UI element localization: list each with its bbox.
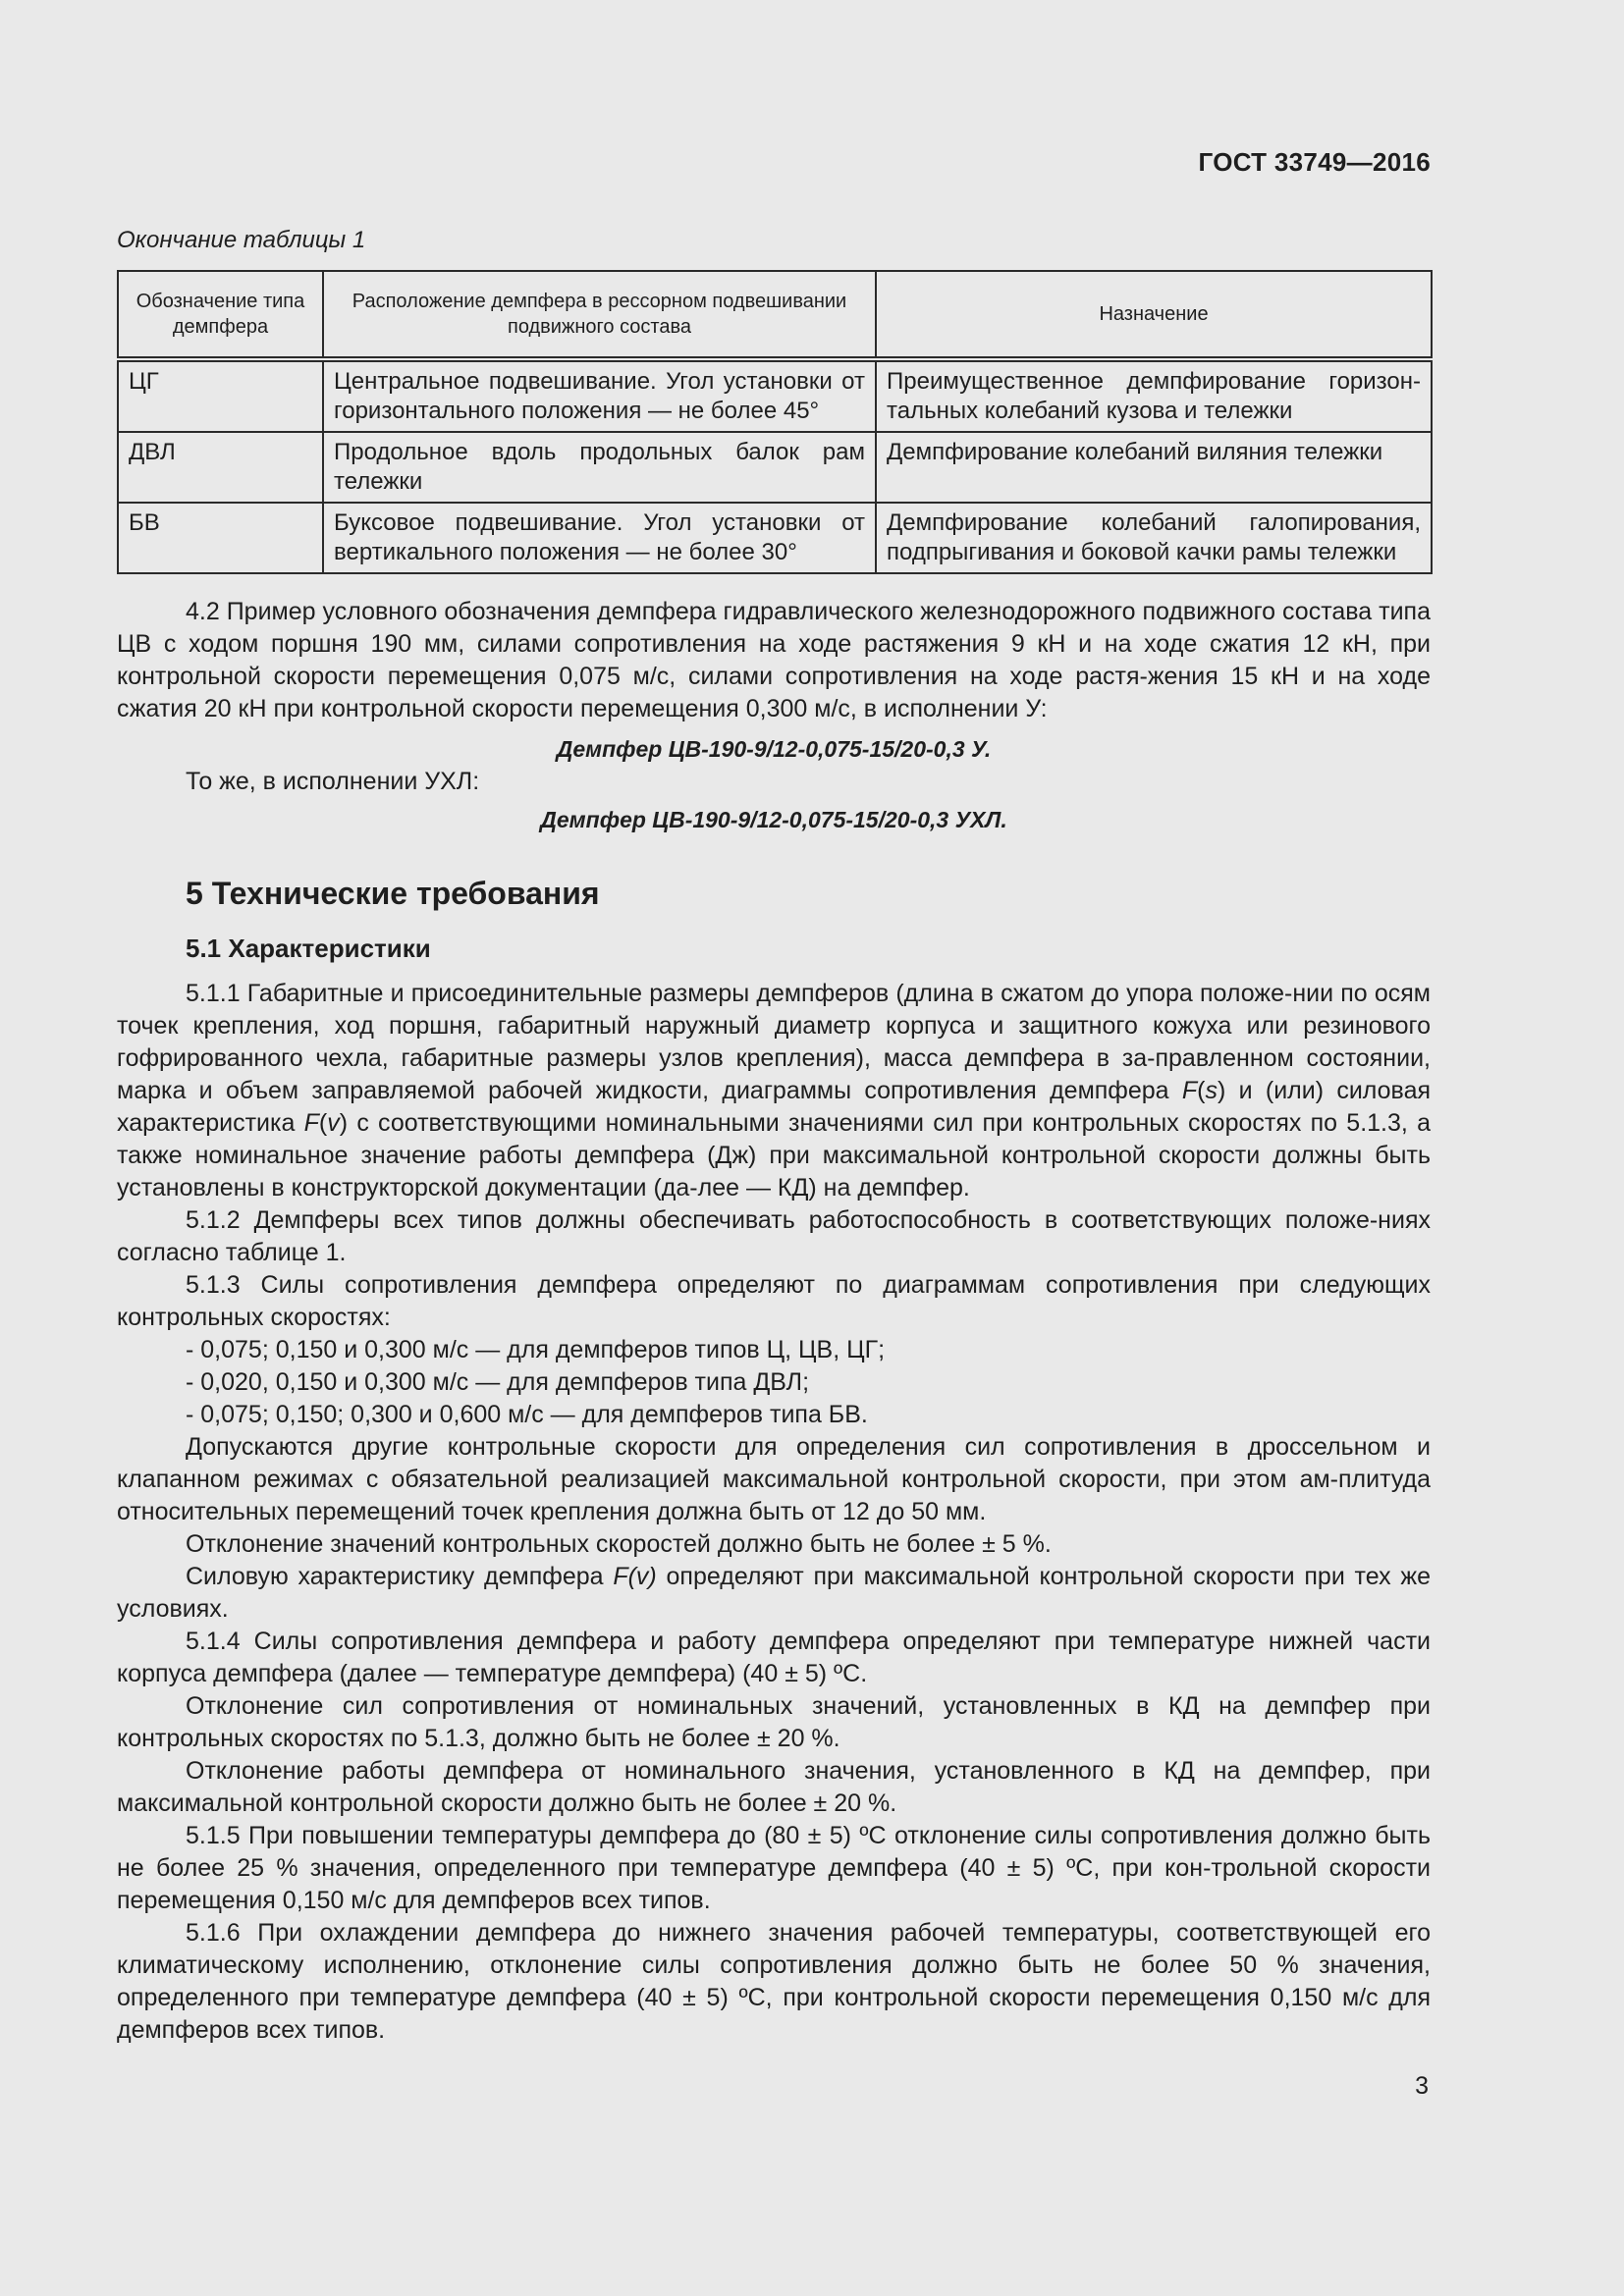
table-cell: БВ: [118, 503, 323, 573]
paragraph-5-1-5: 5.1.5 При повышении температуры демпфера до (80 ± 5) ºС отклонение силы сопротивления должно быть не более 25 % значения, определенного при температуре демпфера (40 ± 5) ºС, при кон-трольной скорости перемещения 0,150 м/с для демпферов всех типов.: [117, 1822, 1431, 1914]
table-row: [118, 503, 1432, 573]
designation-example: Демпфер ЦВ-190-9/12-0,075-15/20-0,3 У.: [556, 736, 992, 762]
paragraph-work-deviation: Отклонение работы демпфера от номинального значения, установленного в КД на демпфер, при максимальной контрольной скорости должно быть не более ± 20 %.: [117, 1757, 1431, 1817]
text-run: определяют при максимальной контрольной скорости при тех же условиях.: [117, 1563, 1431, 1623]
text-run: с соответствующими номинальными значениями сил при контрольных скоростях по 5.1.3, а также номинальное значение работы демпфера (Дж) при максимальной контрольной скорости должны быть установлены в конструкторской документации (да-лее — КД) на демпфер.: [117, 1109, 1431, 1201]
paragraph-5-1-6: 5.1.6 При охлаждении демпфера до нижнего значения рабочей температуры, соответствующей его климатическому исполнению, отклонение силы сопротивления должно быть не более 50 % значения, определенного при температуре демпфера (40 ± 5) ºС, при контрольной скорости перемещения 0,150 м/с для демпферов всех типов.: [117, 1919, 1431, 2044]
standard-number: ГОСТ 33749—2016: [1198, 147, 1431, 177]
text-run: 5.1.1 Габаритные и присоединительные размеры демпферов (длина в сжатом до упора положе-нии по осям точек крепления, ход поршня, габаритный наружный диаметр корпуса и защитного кожуха или резинового гофрированного чехла, габаритные размеры узлов крепления), масса демпфера в за-правленном состоянии, марка и объем заправляемой рабочей жидкости, диаграммы сопротивления демпфера: [117, 980, 1431, 1104]
table-cell: Демпфирование колебаний галопирования, подпрыгивания и боковой качки рамы тележки: [876, 503, 1432, 573]
column-header: Назначение: [876, 271, 1432, 359]
text-run: и (или) силовая характеристика: [117, 1077, 1432, 1137]
designation-example-uhl: Демпфер ЦВ-190-9/12-0,075-15/20-0,3 УХЛ.: [540, 807, 1007, 832]
variable-symbol: v: [327, 1109, 340, 1137]
table-caption: Окончание таблицы 1: [117, 227, 366, 253]
paragraph-5-1-2: 5.1.2 Демпферы всех типов должны обеспечивать работоспособность в соответствующих положе-ниях согласно таблице 1.: [117, 1206, 1431, 1266]
table-cell: ЦГ: [118, 359, 323, 432]
paragraph-same: То же, в исполнении УХЛ:: [186, 768, 480, 795]
table-cell: Буксовое подвешивание. Угол установки от вертикального положения — не более 30°: [323, 503, 876, 573]
table-cell: ДВЛ: [118, 432, 323, 503]
variable-symbol: s: [1205, 1077, 1218, 1104]
paragraph-5-1-4: 5.1.4 Силы сопротивления демпфера и работу демпфера определяют при температуре нижней части корпуса демпфера (далее — температуре демпфера) (40 ± 5) ºС.: [117, 1628, 1431, 1687]
list-item: - 0,020, 0,150 и 0,300 м/с — для демпферов типа ДВЛ;: [186, 1368, 810, 1396]
table-row: [118, 432, 1432, 503]
table-cell: Преимущественное демпфирование горизон-тальных колебаний кузова и тележки: [876, 359, 1432, 432]
paragraph-5-1-1: 5.1.1 Габаритные и присоединительные размеры демпферов (длина в сжатом до упора положе-нии по осям точек крепления, ход поршня, габаритный наружный диаметр корпуса и защитного кожуха или резинового гофрированного чехла, габаритные размеры узлов крепления), масса демпфера в за-правленном состоянии, марка и объем заправляемой рабочей жидкости, диаграммы сопротивления демпфера F(s) и (или) силовая характеристика F(v) с соответствующими номинальными значениями сил при контрольных скоростях по 5.1.3, а также номинальное значение работы демпфера (Дж) при максимальной контрольной скорости должны быть установлены в конструкторской документации (да-лее — КД) на демпфер.: [117, 980, 1432, 1201]
table-row: [118, 359, 1432, 432]
list-item: - 0,075; 0,150; 0,300 и 0,600 м/с — для демпферов типа БВ.: [186, 1401, 868, 1428]
column-header: Обозначение типа демпфера: [118, 271, 323, 359]
paragraph-allowed-speeds: Допускаются другие контрольные скорости для определения сил сопротивления в дроссельном и клапанном режимах с обязательной реализацией максимальной контрольной скорости, при этом ам-плитуда относительных перемещений точек крепления должна быть от 12 до 50 мм.: [117, 1433, 1431, 1525]
paragraph-5-1-3: 5.1.3 Силы сопротивления демпфера определяют по диаграммам сопротивления при следующих контрольных скоростях:: [117, 1271, 1431, 1331]
list-item: - 0,075; 0,150 и 0,300 м/с — для демпферов типов Ц, ЦВ, ЦГ;: [186, 1336, 886, 1363]
table-cell: Демпфирование колебаний виляния тележки: [876, 432, 1432, 503]
text-run: Силовую характеристику демпфера: [186, 1563, 614, 1590]
page-content: [117, 224, 1431, 2047]
table-header-row: [118, 271, 1432, 359]
paragraph-force-deviation: Отклонение сил сопротивления от номинальных значений, установленных в КД на демпфер при контрольных скоростях по 5.1.3, должно быть не более ± 20 %.: [117, 1692, 1431, 1752]
page-number: 3: [1415, 2072, 1429, 2100]
damper-types-table: [117, 270, 1433, 574]
paragraph-4-2: 4.2 Пример условного обозначения демпфера гидравлического железнодорожного подвижного состава типа ЦВ с ходом поршня 190 мм, силами сопротивления на ходе растяжения 9 кН и на ходе сжатия 12 кН, при контрольной скорости перемещения 0,075 м/с, силами сопротивления на ходе растя-жения 15 кН и на ходе сжатия 20 кН при контрольной скорости перемещения 0,300 м/с, в исполнении У:: [117, 598, 1431, 722]
column-header: Расположение демпфера в рессорном подвешивании подвижного состава: [323, 271, 876, 359]
paragraph-force-characteristic: [117, 1561, 1431, 1626]
section-title: 5 Технические требования: [186, 876, 600, 911]
function-symbol: F(v): [613, 1563, 657, 1590]
table-cell: Продольное вдоль продольных балок рам тележки: [323, 432, 876, 503]
function-symbol: F: [1181, 1077, 1198, 1104]
paragraph-speed-deviation: Отклонение значений контрольных скоростей должно быть не более ± 5 %.: [186, 1530, 1052, 1558]
function-symbol: F: [303, 1109, 319, 1137]
subsection-title: 5.1 Характеристики: [186, 934, 431, 963]
table-cell: Центральное подвешивание. Угол установки от горизонтального положения — не более 45°: [323, 359, 876, 432]
